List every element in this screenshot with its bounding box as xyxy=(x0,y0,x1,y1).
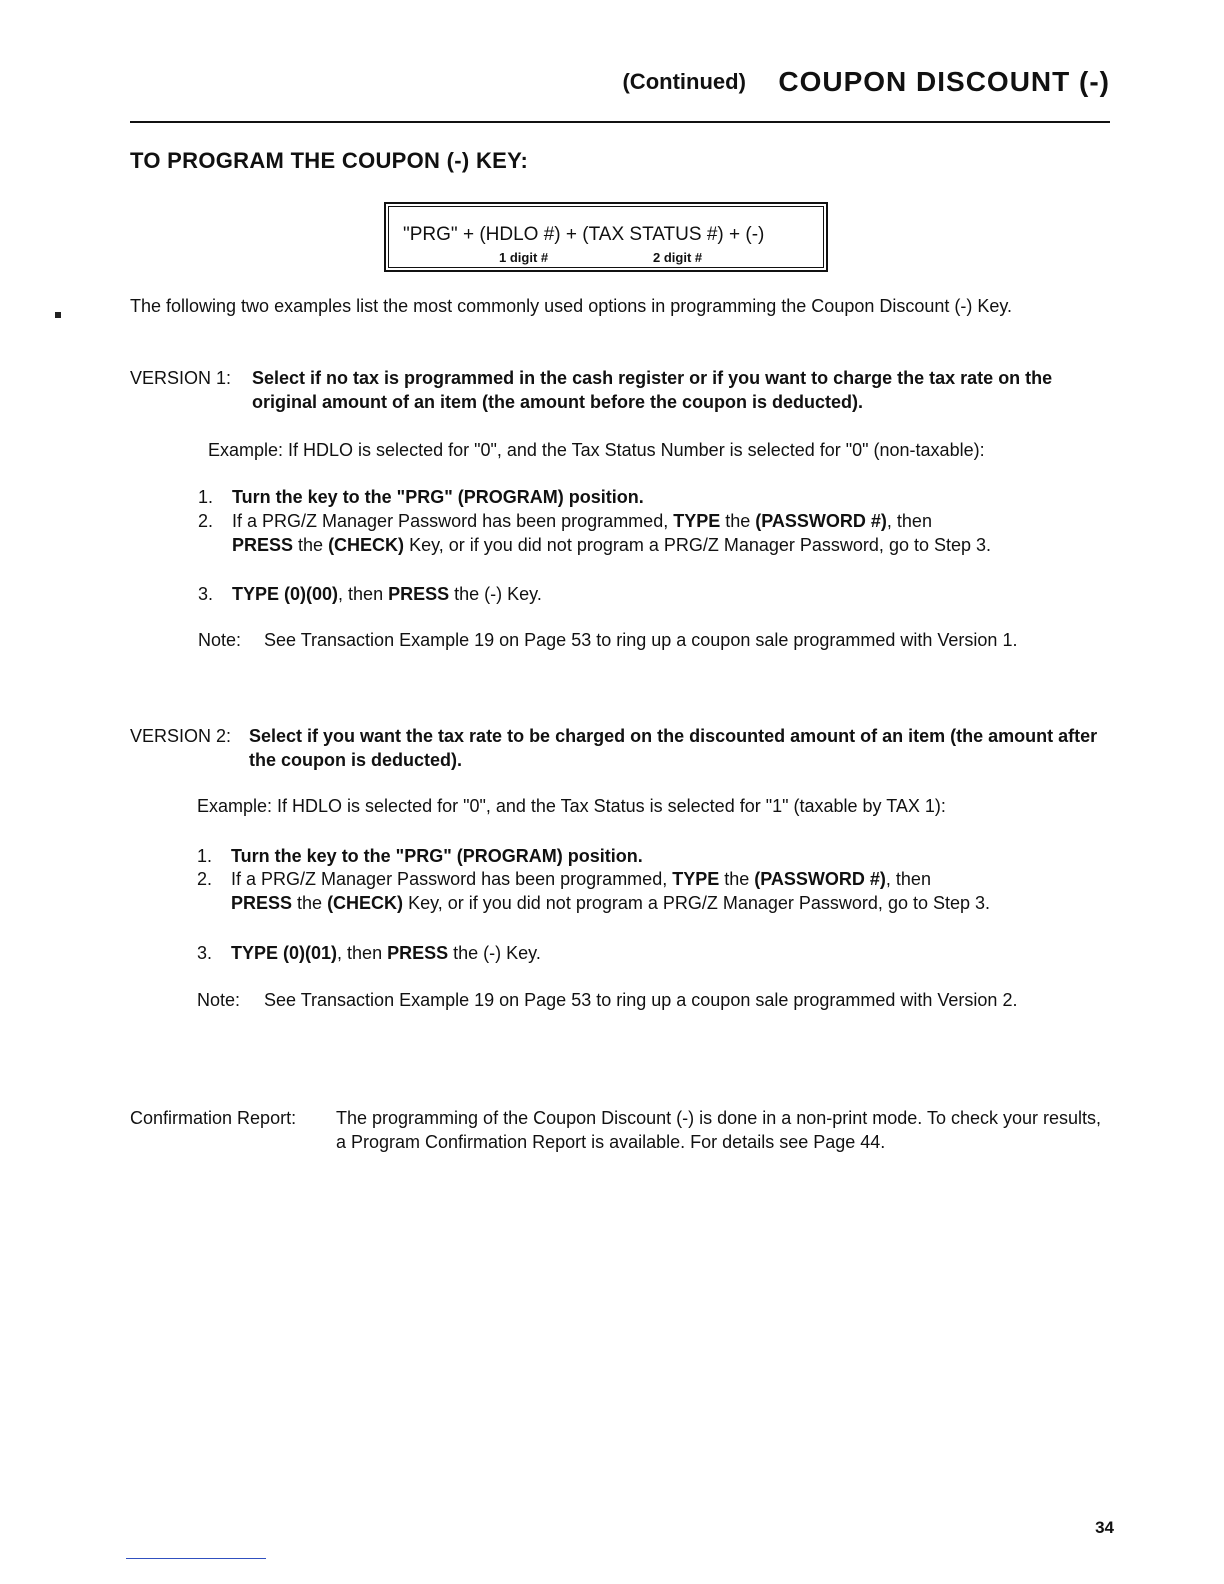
formula-inner-frame xyxy=(388,206,824,268)
formula-sub-tax: 2 digit # xyxy=(653,250,703,265)
step-text: the xyxy=(292,893,328,913)
version2-step-number: 3. xyxy=(197,943,213,963)
step-bold: (CHECK) xyxy=(328,535,405,555)
header-rule xyxy=(130,121,1110,123)
confirmation-label: Confirmation Report: xyxy=(130,1108,297,1128)
step-text: the xyxy=(293,535,329,555)
step-bold: (PASSWORD #) xyxy=(755,511,887,531)
version1-example: Example: If HDLO is selected for "0", and the Tax Status Number is selected for "0" (non-taxable): xyxy=(208,440,985,460)
step-bold: (0)(00) xyxy=(284,584,339,604)
section-title: TO PROGRAM THE COUPON (-) KEY: xyxy=(130,148,529,173)
step-bold: Turn the key to the "PRG" (PROGRAM) position. xyxy=(232,487,644,507)
step-bold: (CHECK) xyxy=(327,893,404,913)
step-text: , then xyxy=(337,943,388,963)
version1-note-text: See Transaction Example 19 on Page 53 to ring up a coupon sale programmed with Version 1. xyxy=(264,630,1018,650)
step-bold: Turn the key to the "PRG" (PROGRAM) position. xyxy=(231,846,643,866)
step-text: Key, or if you did not program a PRG/Z Manager Password, go to Step 3. xyxy=(403,893,991,913)
intro-paragraph: The following two examples list the most commonly used options in programming the Coupon Discount (-) Key. xyxy=(130,296,1013,316)
version2-step-3 xyxy=(231,941,1051,965)
version1-label: VERSION 1: xyxy=(130,368,232,388)
step-bold: TYPE xyxy=(672,869,720,889)
step-bold: (PASSWORD #) xyxy=(754,869,886,889)
version2-step-number: 1. xyxy=(197,846,213,866)
version2-description: Select if you want the tax rate to be charged on the discounted amount of an item (the amount after the coupon is deducted). xyxy=(249,726,1098,770)
page-title: COUPON DISCOUNT (-) xyxy=(778,66,1110,97)
version2-note-label: Note: xyxy=(197,990,241,1010)
footer-rule xyxy=(126,1558,266,1559)
step-bold: (0)(01) xyxy=(283,943,338,963)
continued-label: (Continued) xyxy=(622,69,746,94)
version1-step-1 xyxy=(232,485,1052,509)
version2-step-2 xyxy=(231,867,1051,915)
version1-step-2 xyxy=(232,509,1052,557)
version1-step-number: 3. xyxy=(198,584,214,604)
page-header xyxy=(622,66,1110,98)
version2-example: Example: If HDLO is selected for "0", and the Tax Status is selected for "1" (taxable by TAX 1): xyxy=(197,796,946,816)
version2-step-number: 2. xyxy=(197,869,213,889)
version1-step-number: 1. xyxy=(198,487,214,507)
version2-label: VERSION 2: xyxy=(130,726,232,746)
step-text: , then xyxy=(885,869,931,889)
version1-description: Select if no tax is programmed in the cash register or if you want to charge the tax rate on the original amount of an item (the amount before the coupon is deducted). xyxy=(252,368,1053,412)
step-bold: TYPE xyxy=(232,584,280,604)
step-bold: TYPE xyxy=(673,511,721,531)
step-bold: PRESS xyxy=(231,893,293,913)
step-bold: PRESS xyxy=(387,943,449,963)
step-text: the (-) Key. xyxy=(448,943,541,963)
formula-main: "PRG" + (HDLO #) + (TAX STATUS #) + (-) xyxy=(403,224,765,245)
step-bold: PRESS xyxy=(388,584,450,604)
page-number: 34 xyxy=(1095,1518,1114,1537)
step-text: , then xyxy=(338,584,389,604)
confirmation-text: The programming of the Coupon Discount (-) is done in a non-print mode. To check your results, a Program Confirmation Report is available. For details see Page 44. xyxy=(336,1108,1102,1152)
version2-step-1 xyxy=(231,844,1051,868)
step-text: If a PRG/Z Manager Password has been programmed, xyxy=(231,869,673,889)
step-text: the xyxy=(720,511,756,531)
version1-note-label: Note: xyxy=(198,630,242,650)
margin-mark xyxy=(55,312,61,318)
step-text: Key, or if you did not program a PRG/Z Manager Password, go to Step 3. xyxy=(404,535,992,555)
step-text: , then xyxy=(886,511,932,531)
step-bold: PRESS xyxy=(232,535,294,555)
version1-step-number: 2. xyxy=(198,511,214,531)
formula-box xyxy=(384,202,828,272)
formula-sub-hdlo: 1 digit # xyxy=(499,250,549,265)
step-text: the xyxy=(719,869,755,889)
step-text: the (-) Key. xyxy=(449,584,542,604)
step-bold: TYPE xyxy=(231,943,279,963)
version1-step-3 xyxy=(232,582,1052,606)
step-text: If a PRG/Z Manager Password has been programmed, xyxy=(232,511,674,531)
version2-note-text: See Transaction Example 19 on Page 53 to ring up a coupon sale programmed with Version 2. xyxy=(264,990,1018,1010)
